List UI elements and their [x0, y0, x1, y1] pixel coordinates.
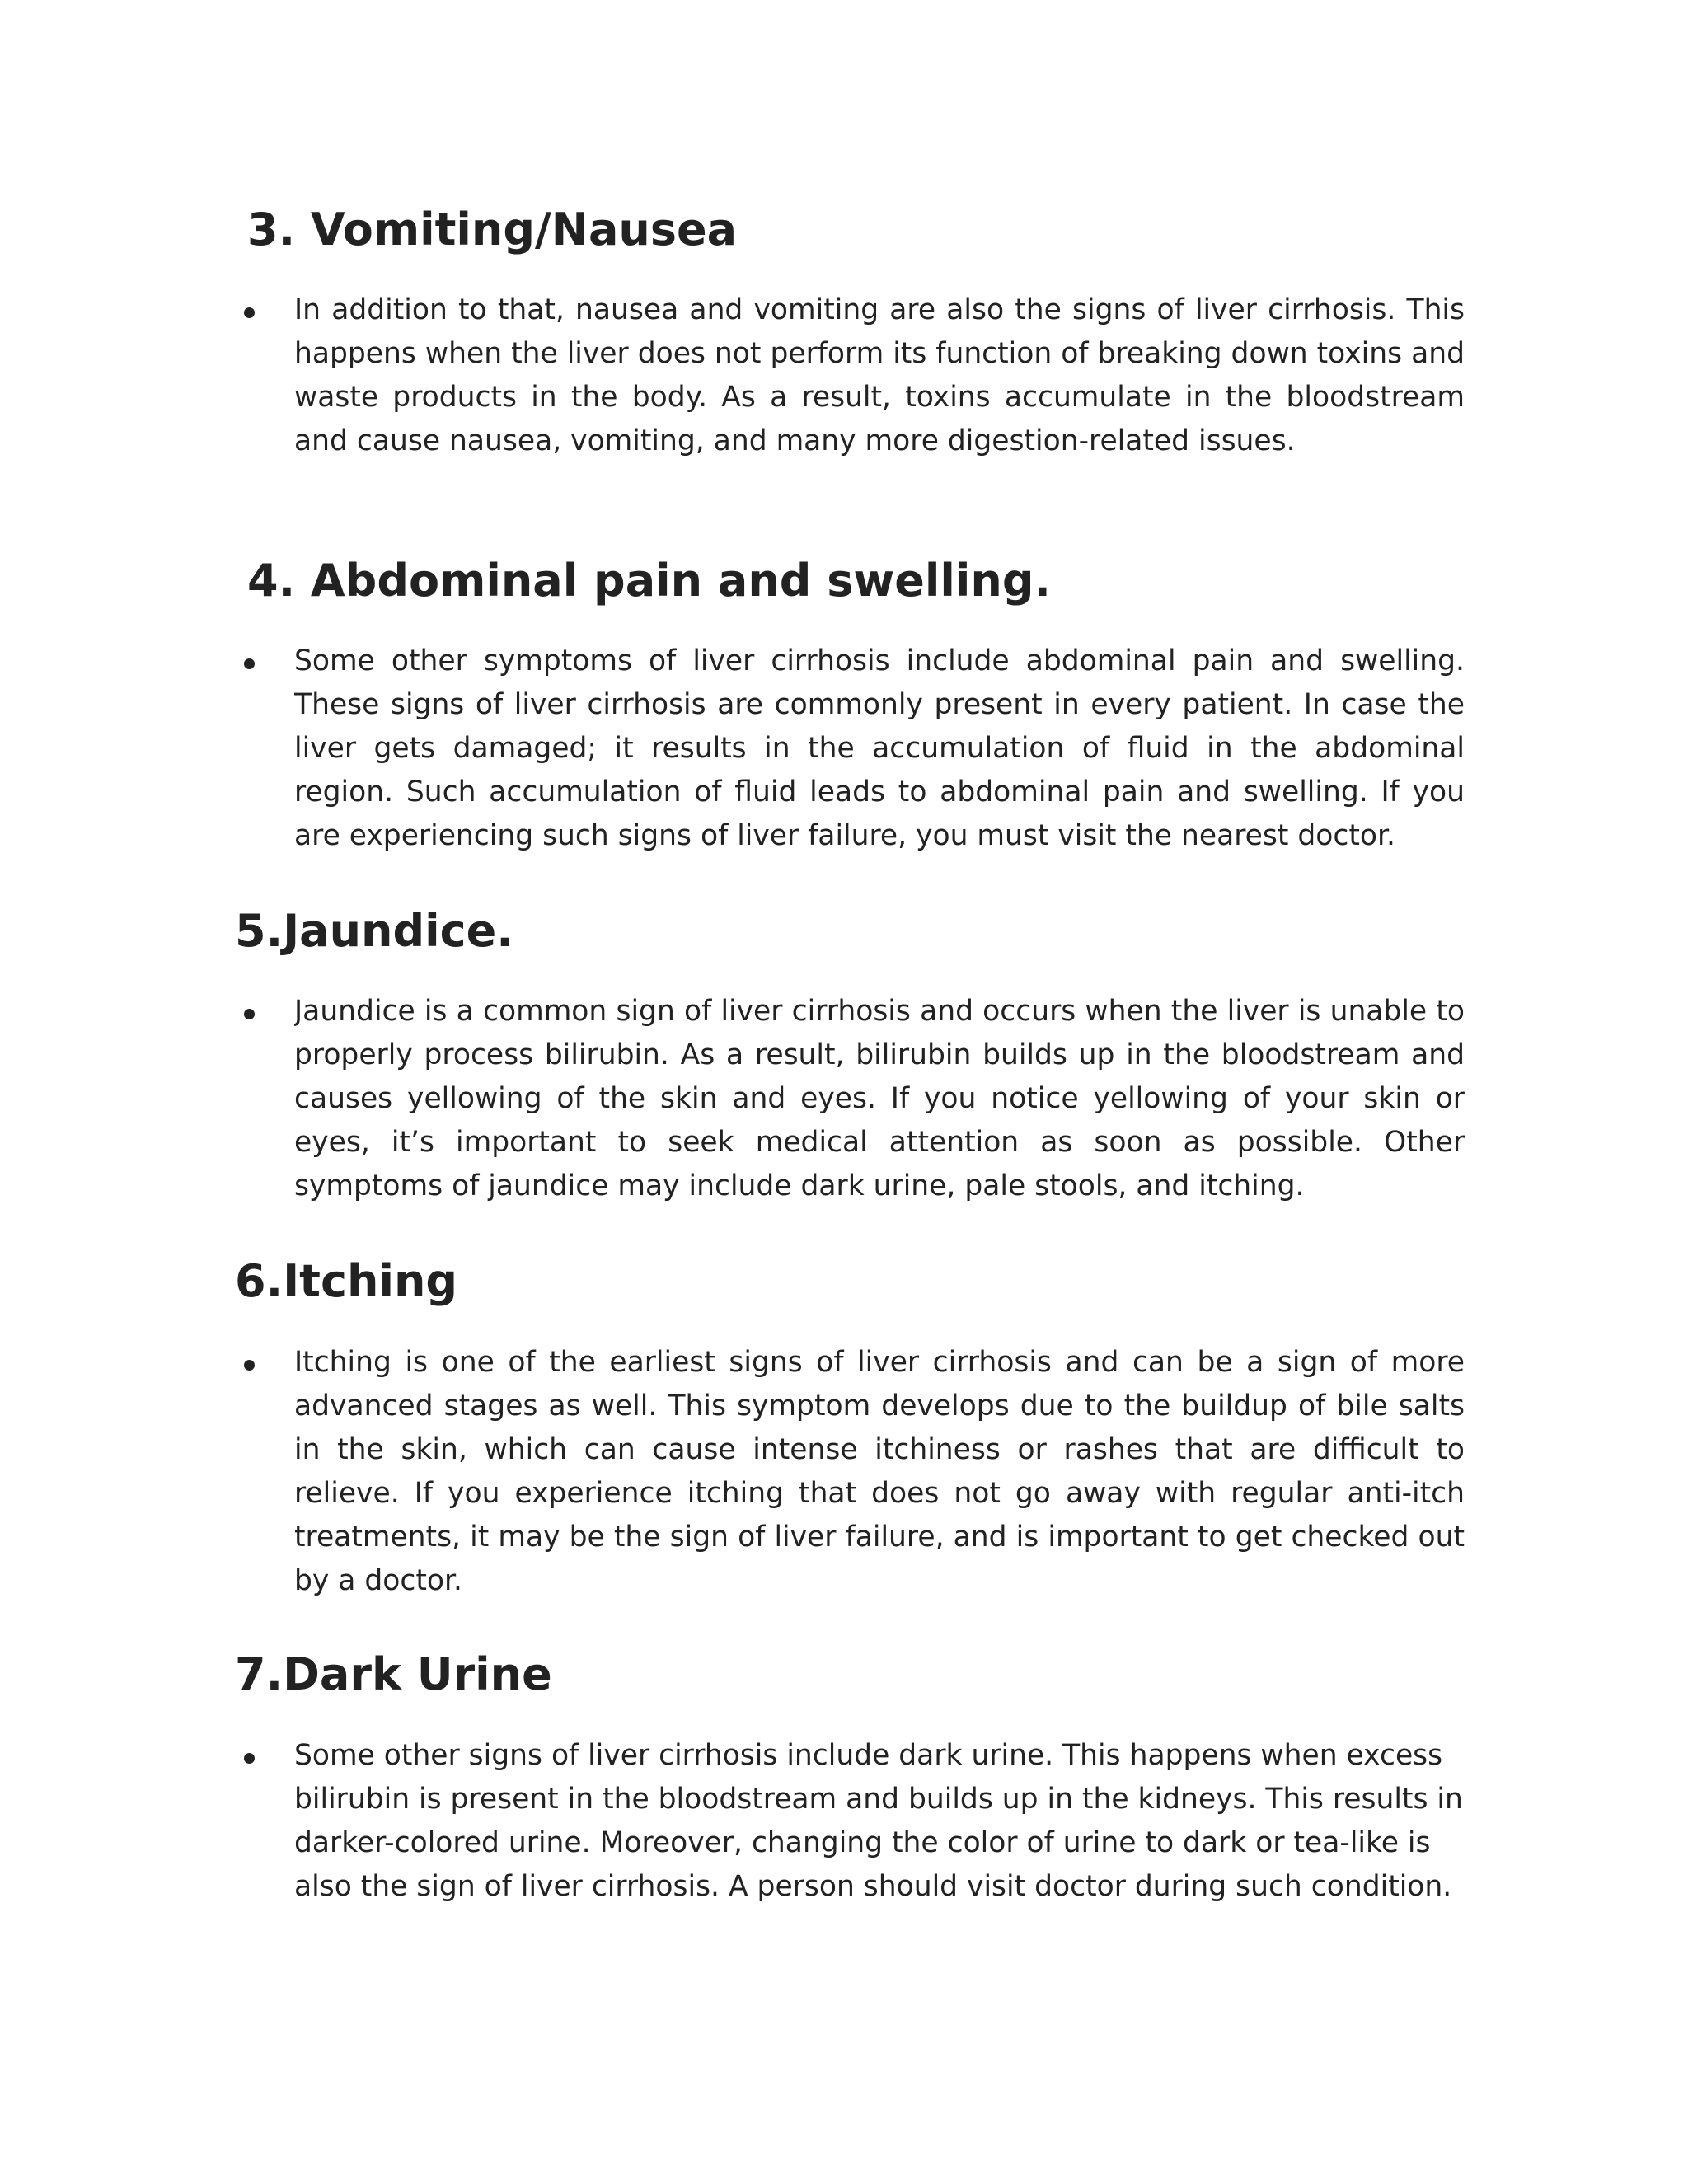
bullet-icon [244, 1009, 255, 1019]
section-heading: 4. Abdominal pain and swelling. [247, 555, 1052, 607]
bullet-icon [244, 307, 255, 318]
section-paragraph: Jaundice is a common sign of liver cirrhosis and occurs when the liver is unable to properly process bilirubin. As a result, bilirubin builds up in the bloodstream and causes yellowing of the skin and eyes. If you notice yellowing of your skin or eyes, it’s important to seek medical attention as soon as possible. Other symptoms of jaundice may include dark urine, pale stools, and itching. [294, 995, 1465, 1202]
section-paragraph: Itching is one of the earliest signs of liver cirrhosis and can be a sign of more advanced stages as well. This symptom develops due to the buildup of bile salts in the skin, which can cause intense itchiness or rashes that are difficult to relieve. If you experience itching that does not go away with regular anti-itch treatments, it may be the sign of liver failure, and is important to get checked out by a doctor. [294, 1346, 1465, 1597]
section-paragraph: Some other signs of liver cirrhosis include dark urine. This happens when excess bilirubin is present in the bloodstream and builds up in the kidneys. This results in darker-colored urine. Moreover, changing the color of urine to dark or tea-like is also the sign of liver cirrhosis. A person should visit doctor during such condition. [294, 1739, 1463, 1903]
section-paragraph: Some other symptoms of liver cirrhosis include abdominal pain and swelling. These signs of liver cirrhosis are commonly present in every patient. In case the liver gets damaged; it results in the accumulation of fluid in the abdominal region. Such accumulation of fluid leads to abdominal pain and swelling. If you are experiencing such signs of liver failure, you must visit the nearest doctor. [294, 644, 1465, 852]
section-heading: 7.Dark Urine [235, 1648, 552, 1700]
section-heading: 6.Itching [235, 1255, 458, 1307]
section-heading: 3. Vomiting/Nausea [247, 204, 738, 255]
bullet-icon [244, 1753, 255, 1764]
bullet-icon [244, 1360, 255, 1371]
bullet-icon [244, 658, 255, 669]
section-paragraph: In addition to that, nausea and vomiting are also the signs of liver cirrhosis. This happens when the liver does not perform its function of breaking down toxins and waste products in the body. As a result, toxins accumulate in the bloodstream and cause nausea, vomiting, and many more digestion-related issues. [294, 293, 1465, 457]
section-heading: 5.Jaundice. [235, 905, 513, 957]
